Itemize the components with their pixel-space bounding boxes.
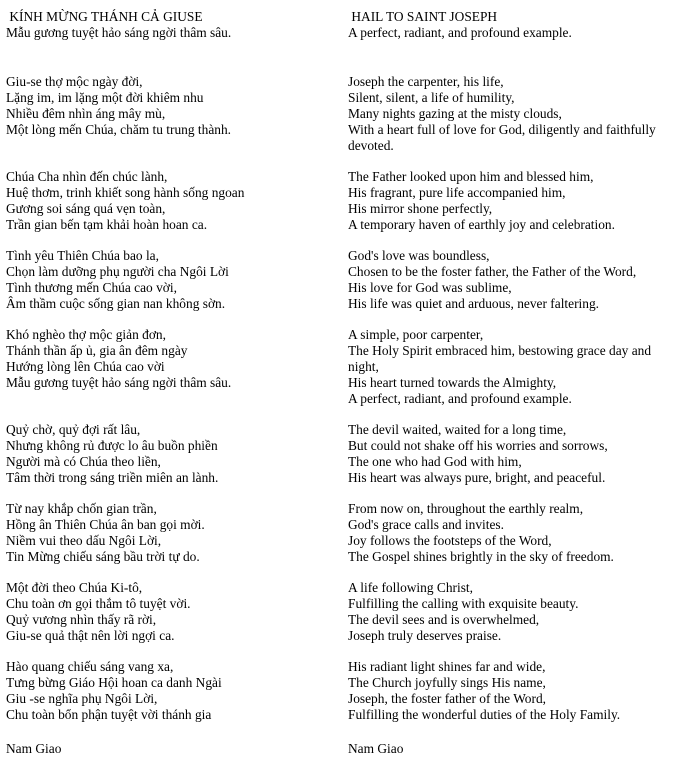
stanza-row	[6, 501, 675, 565]
verse-line: Trần gian bến tạm khải hoàn hoan ca.	[6, 217, 208, 232]
verse-line: Âm thầm cuộc sống gian nan không sờn.	[6, 296, 226, 311]
verse-line: Chu toàn ơn gọi thắm tô tuyệt vời.	[6, 596, 191, 611]
verse-line: Tưng bừng Giáo Hội hoan ca danh Ngài	[6, 675, 222, 690]
stanza-row	[6, 248, 675, 312]
stanza-row	[6, 422, 675, 486]
verse-line: The Father looked upon him and blessed him,	[348, 169, 594, 184]
stanza-english	[348, 501, 675, 565]
verse-line: The Holy Spirit embraced him, bestowing grace day and night,	[348, 343, 655, 374]
verse-line: His mirror shone perfectly,	[348, 201, 493, 216]
verse-line: Hướng lòng lên Chúa cao vời	[6, 359, 165, 374]
verse-line: Joseph, the foster father of the Word,	[348, 691, 546, 706]
verse-line: Huệ thơm, trinh khiết song hành sống ngoan	[6, 185, 245, 200]
verse-line: Tin Mừng chiếu sáng bầu trời tự do.	[6, 549, 200, 564]
verse-line: The devil sees and is overwhelmed,	[348, 612, 540, 627]
verse-line: His heart turned towards the Almighty,	[348, 375, 557, 390]
stanza-vietnamese	[6, 74, 348, 138]
verse-line: The Church joyfully sings His name,	[348, 675, 546, 690]
verse-line: Quỷ vương nhìn thấy rã rời,	[6, 612, 157, 627]
verse-line: God's love was boundless,	[348, 248, 490, 263]
author-block-english	[348, 741, 675, 757]
author-signature-english: Nam Giao	[348, 741, 404, 756]
verse-line: Một lòng mến Chúa, chăm tu trung thành.	[6, 122, 232, 137]
stanza-vietnamese	[6, 659, 348, 723]
verse-line: Many nights gazing at the misty clouds,	[348, 106, 562, 121]
stanza-vietnamese	[6, 248, 348, 312]
title-row	[6, 9, 675, 41]
verse-line: Joy follows the footsteps of the Word,	[348, 533, 552, 548]
verse-line: From now on, throughout the earthly realm,	[348, 501, 584, 516]
verse-line: Một đời theo Chúa Ki-tô,	[6, 580, 143, 595]
verse-line: Mẫu gương tuyệt hảo sáng ngời thâm sâu.	[6, 375, 232, 390]
stanza-vietnamese	[6, 580, 348, 644]
verse-line: Fulfilling the wonderful duties of the Holy Family.	[348, 707, 621, 722]
verse-line: Hồng ân Thiên Chúa ân ban gọi mời.	[6, 517, 205, 532]
verse-line: A perfect, radiant, and profound example.	[348, 391, 572, 406]
title-block-english	[348, 9, 675, 41]
verse-line: Niềm vui theo dấu Ngôi Lời,	[6, 533, 162, 548]
poem-subtitle-english: A perfect, radiant, and profound example.	[348, 25, 572, 40]
stanza-english	[348, 327, 675, 407]
stanza-list	[6, 74, 675, 723]
author-row	[6, 741, 675, 757]
stanza-row	[6, 659, 675, 723]
verse-line: Giu-se thợ mộc ngày đời,	[6, 74, 143, 89]
verse-line: Giu-se quả thật nên lời ngợi ca.	[6, 628, 175, 643]
verse-line: Gương soi sáng quá vẹn toàn,	[6, 201, 166, 216]
stanza-english	[348, 74, 675, 154]
verse-line: Tình thương mến Chúa cao vời,	[6, 280, 177, 295]
verse-line: But could not shake off his worries and sorrows,	[348, 438, 608, 453]
stanza-english	[348, 169, 675, 233]
verse-line: A life following Christ,	[348, 580, 473, 595]
verse-line: Tình yêu Thiên Chúa bao la,	[6, 248, 159, 263]
verse-line: A simple, poor carpenter,	[348, 327, 484, 342]
verse-line: Giu -se nghĩa phụ Ngôi Lời,	[6, 691, 158, 706]
poem-title-english: HAIL TO SAINT JOSEPH	[348, 9, 498, 24]
verse-line: His life was quiet and arduous, never faltering.	[348, 296, 599, 311]
stanza-vietnamese	[6, 327, 348, 391]
stanza-row	[6, 327, 675, 407]
verse-line: Chu toàn bổn phận tuyệt vời thánh gia	[6, 707, 212, 722]
verse-line: Chọn làm dưỡng phụ người cha Ngôi Lời	[6, 264, 229, 279]
verse-line: God's grace calls and invites.	[348, 517, 504, 532]
verse-line: Tâm thời trong sáng triền miên an lành.	[6, 470, 219, 485]
author-block-vietnamese	[6, 741, 348, 757]
verse-line: The Gospel shines brightly in the sky of freedom.	[348, 549, 614, 564]
stanza-row	[6, 74, 675, 154]
stanza-row	[6, 580, 675, 644]
stanza-vietnamese	[6, 169, 348, 233]
verse-line: Joseph truly deserves praise.	[348, 628, 502, 643]
verse-line: Chosen to be the foster father, the Father of the Word,	[348, 264, 637, 279]
stanza-vietnamese	[6, 501, 348, 565]
poem-subtitle-vietnamese: Mẫu gương tuyệt hảo sáng ngời thâm sâu.	[6, 25, 232, 40]
verse-line: The one who had God with him,	[348, 454, 522, 469]
verse-line: His love for God was sublime,	[348, 280, 512, 295]
verse-line: His heart was always pure, bright, and peaceful.	[348, 470, 606, 485]
verse-line: Người mà có Chúa theo liền,	[6, 454, 161, 469]
verse-line: Silent, silent, a life of humility,	[348, 90, 515, 105]
verse-line: Chúa Cha nhìn đến chúc lành,	[6, 169, 168, 184]
stanza-english	[348, 248, 675, 312]
author-signature-vietnamese: Nam Giao	[6, 741, 62, 756]
verse-line: Nhưng không rủ được lo âu buồn phiền	[6, 438, 218, 453]
verse-line: Quỷ chờ, quỷ đợi rất lâu,	[6, 422, 141, 437]
verse-line: Từ nay khắp chốn gian trần,	[6, 501, 157, 516]
verse-line: Joseph the carpenter, his life,	[348, 74, 504, 89]
verse-line: Khó nghèo thợ mộc giản đơn,	[6, 327, 166, 342]
verse-line: Lặng im, im lặng một đời khiêm nhu	[6, 90, 204, 105]
stanza-english	[348, 659, 675, 723]
verse-line: Nhiều đêm nhìn áng mây mù,	[6, 106, 166, 121]
verse-line: The devil waited, waited for a long time,	[348, 422, 567, 437]
title-block-vietnamese	[6, 9, 348, 41]
stanza-row	[6, 169, 675, 233]
stanza-english	[348, 580, 675, 644]
verse-line: His radiant light shines far and wide,	[348, 659, 546, 674]
verse-line: Fulfilling the calling with exquisite beauty.	[348, 596, 579, 611]
poem-title-vietnamese: KÍNH MỪNG THÁNH CẢ GIUSE	[6, 9, 203, 24]
verse-line: Hào quang chiếu sáng vang xa,	[6, 659, 174, 674]
verse-line: Thánh thần ấp ủ, gia ân đêm ngày	[6, 343, 188, 358]
stanza-english	[348, 422, 675, 486]
verse-line: His fragrant, pure life accompanied him,	[348, 185, 566, 200]
stanza-vietnamese	[6, 422, 348, 486]
verse-line: A temporary haven of earthly joy and celebration.	[348, 217, 615, 232]
verse-line: With a heart full of love for God, diligently and faithfully devoted.	[348, 122, 660, 153]
